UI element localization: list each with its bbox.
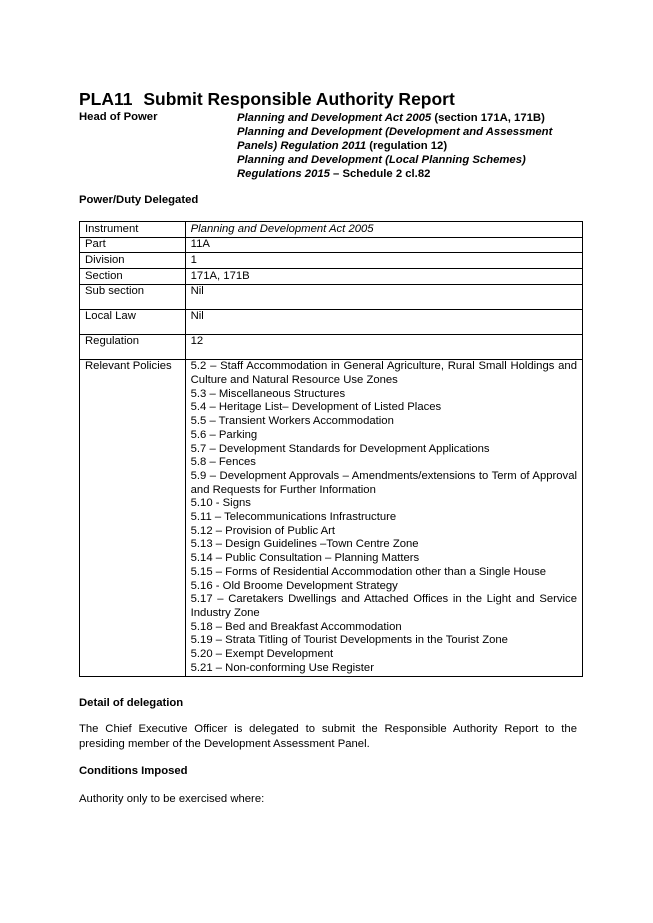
local-law-value: Nil xyxy=(185,309,582,334)
row-label: Sub section xyxy=(80,284,186,309)
page-title xyxy=(79,89,455,110)
table-row xyxy=(80,269,583,285)
table-row xyxy=(80,237,583,253)
part-value: 11A xyxy=(185,237,582,253)
sub-section-value: Nil xyxy=(185,284,582,309)
table-row xyxy=(80,359,583,676)
head-of-power-list xyxy=(237,111,580,181)
row-label: Section xyxy=(80,269,186,285)
table-row xyxy=(80,253,583,269)
policy-item: 5.3 – Miscellaneous Structures xyxy=(190,387,346,400)
detail-text: The Chief Executive Officer is delegated to submit the Responsible Authority Report to the presiding member of the Development Assessment Panel. xyxy=(79,723,577,750)
policy-item: 5.11 – Telecommunications Infrastructure xyxy=(190,511,397,524)
table-row xyxy=(80,284,583,309)
policy-item: 5.12 – Provision of Public Art xyxy=(190,524,336,537)
section-value: 171A, 171B xyxy=(185,269,582,285)
row-label: Instrument xyxy=(80,222,186,238)
policy-item: 5.4 – Heritage List– Development of Listed Places xyxy=(190,401,442,414)
policy-item: 5.21 – Non-conforming Use Register xyxy=(190,661,374,674)
conditions-text: Authority only to be exercised where: xyxy=(79,793,265,805)
row-label: Regulation xyxy=(80,334,186,359)
policy-item: 5.17 – Caretakers Dwellings and Attached Offices in the Light and Service Industry Zone xyxy=(190,593,577,619)
policy-item: 5.18 – Bed and Breakfast Accommodation xyxy=(190,620,402,633)
delegation-title: Submit Responsible Authority Report xyxy=(143,89,455,109)
policy-item: 5.13 – Design Guidelines –Town Centre Zone xyxy=(190,538,419,551)
policy-item: 5.8 – Fences xyxy=(190,456,256,469)
policy-item: 5.5 – Transient Workers Accommodation xyxy=(190,415,394,428)
delegation-table xyxy=(79,221,583,677)
table-row xyxy=(80,309,583,334)
policy-item: 5.2 – Staff Accommodation in General Agriculture, Rural Small Holdings and Culture and Natural Resource Use Zones xyxy=(190,360,577,387)
policy-item: 5.16 - Old Broome Development Strategy xyxy=(190,579,398,592)
policy-item: 5.20 – Exempt Development xyxy=(190,648,334,661)
relevant-policies-list xyxy=(185,359,582,676)
policy-item: 5.19 – Strata Titling of Tourist Developments in the Tourist Zone xyxy=(190,634,508,647)
policy-item: 5.6 – Parking xyxy=(190,428,258,441)
head-of-power-label: Head of Power xyxy=(79,111,158,123)
head-of-power-line: Planning and Development (Local Planning Schemes) xyxy=(237,154,526,166)
detail-heading: Detail of delegation xyxy=(79,697,184,709)
delegation-code: PLA11 xyxy=(79,89,133,109)
row-label: Relevant Policies xyxy=(80,359,186,676)
head-of-power-line: Regulations 2015 – Schedule 2 cl.82 xyxy=(237,168,431,180)
policy-item: 5.10 - Signs xyxy=(190,497,251,510)
division-value: 1 xyxy=(185,253,582,269)
power-duty-heading: Power/Duty Delegated xyxy=(79,194,199,206)
row-label: Local Law xyxy=(80,309,186,334)
regulation-value: 12 xyxy=(185,334,582,359)
head-of-power-line: Panels) Regulation 2011 (regulation 12) xyxy=(237,140,448,152)
head-of-power-line: Planning and Development (Development and Assessment xyxy=(237,126,553,138)
row-label: Part xyxy=(80,237,186,253)
instrument-value: Planning and Development Act 2005 xyxy=(185,222,582,238)
row-label: Division xyxy=(80,253,186,269)
policy-item: 5.7 – Development Standards for Development Applications xyxy=(190,442,490,455)
table-row xyxy=(80,334,583,359)
policy-item: 5.9 – Development Approvals – Amendments/extensions to Term of Approval and Requests for Further Information xyxy=(190,469,577,496)
table-row xyxy=(80,222,583,238)
policy-item: 5.15 – Forms of Residential Accommodation other than a Single House xyxy=(190,565,547,578)
head-of-power-line: Planning and Development Act 2005 (section 171A, 171B) xyxy=(237,112,545,124)
conditions-heading: Conditions Imposed xyxy=(79,765,188,777)
policy-item: 5.14 – Public Consultation – Planning Matters xyxy=(190,552,420,565)
